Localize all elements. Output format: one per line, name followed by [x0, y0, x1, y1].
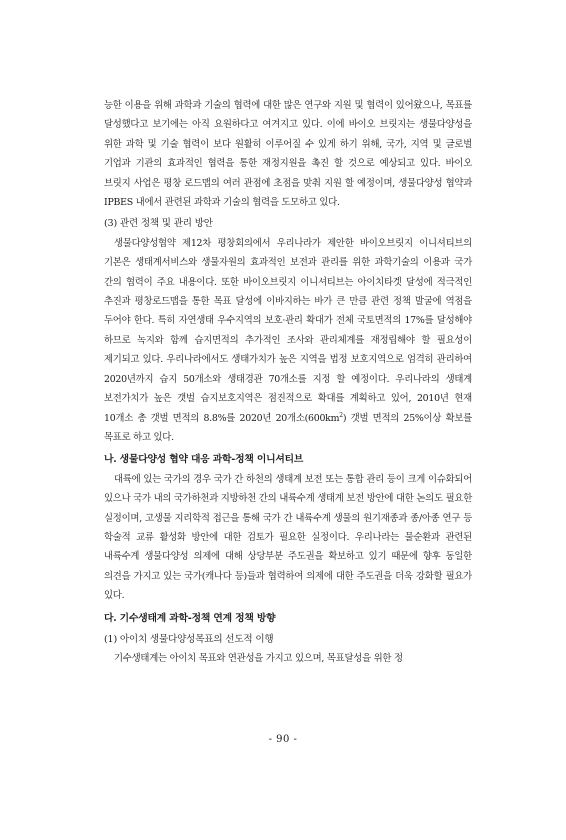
- body-paragraph: 대륙에 있는 국가의 경우 국가 간 하천의 생태계 보전 또는 통합 관리 등이 크게 이슈화되어 있으나 국가 내의 국가하천과 지방하천 간의 내륙수계 생태계 보전 방안에 대한 논의도 필요한 실정이며, 고생물 지리학적 접근을 통해 국가 간 내륙수계 생물의 원기재종과 종/아종 연구 등 학술적 교류 활성화 방안에 대한 검토가 필요한 실정이다. 우리나라는 물순환과 관련된 내륙수계 생물다양성 의제에 대해 상당부분 주도권을 확보하고 있기 때문에 향후 동일한 의견을 가지고 있는 국가(캐나다 등)들과 협력하여 의제에 대한 주도권을 더욱 강화할 필요가 있다.: [104, 473, 472, 602]
- paragraph-text: 생물다양성협약 제12차 평창회의에서 우리나라가 제안한 바이오브릿지 이니셔티브의 기본은 생태계서비스와 생물자원의 효과적인 보전과 관리를 위한 과학기술의 이용과 국가 간의 협력이 주요 내용이다. 또한 바이오브릿지 이니셔티브는 아이치타겟 달성에 적극적인 추진과 평창로드맵을 통한 목표 달성에 이바지하는 바가 큰 만큼 관련 정책 발굴에 역점을 두어야 한다. 특히 자연생태 우수지역의 보호·관리 확대가 전체 국토면적의 17%를 달성해야 하므로 녹지와 함께 습지면적의 추가적인 조사와 관리체계를 재정립해야 할 필요성이 제기되고 있다. 우리나라에서도 생태가치가 높은 지역을 법정 보호지역으로 엄격히 관리하여 2020년까지 습지 50개소와 생태경관 70개소를 지정 할 예정이다. 우리나라의 생태계 보전가치가 높은 갯벌 습지보호지역은 점진적으로 확대를 계획하고 있어, 2010년 현재 10개소 총 갯벌 면적의 8.8%를 2020년 20개소(600km: [104, 237, 472, 424]
- section-heading-da: 다. 기수생태계 과학-정책 연계 정책 방향: [104, 612, 276, 624]
- document-page: [104, 96, 472, 669]
- body-paragraph: 능한 이용을 위해 과학과 기술의 협력에 대한 많은 연구와 지원 및 협력이 있어왔으나, 목표를 달성했다고 보기에는 아직 요원하다고 여겨지고 있다. 이에 바이오 브릿지는 생물다양성을 위한 과학 및 기술 협력이 보다 원활히 이루어질 수 있게 하기 위해, 국가, 지역 및 글로벌 기업과 기관의 효과적인 협력을 통한 재정지원을 촉진 할 것으로 예상되고 있다. 바이오 브릿지 사업은 평창 로드맵의 여러 관점에 초점을 맞춰 지원 할 예정이며, 생물다양성 협약과 IPBES 내에서 관련된 과학과 기술의 협력을 도모하고 있다.: [104, 100, 472, 209]
- superscript: 2: [339, 411, 343, 419]
- body-paragraph: 기수생태계는 아이치 목표와 연관성을 가지고 있으며, 목표달성을 위한 정: [114, 653, 403, 665]
- section-heading-3: (3) 관련 정책 및 관리 방안: [104, 218, 213, 230]
- body-paragraph: [104, 234, 472, 447]
- subsection-heading-1: (1) 아이치 생물다양성목표의 선도적 이행: [104, 633, 274, 645]
- paragraph-text: ) 갯벌 면적의 25%이상 확보를 목표로 하고 있다.: [104, 412, 472, 443]
- section-heading-na: 나. 생물다양성 협약 대응 과학-정책 이니셔티브: [104, 454, 304, 466]
- page-number: - 90 -: [268, 734, 298, 745]
